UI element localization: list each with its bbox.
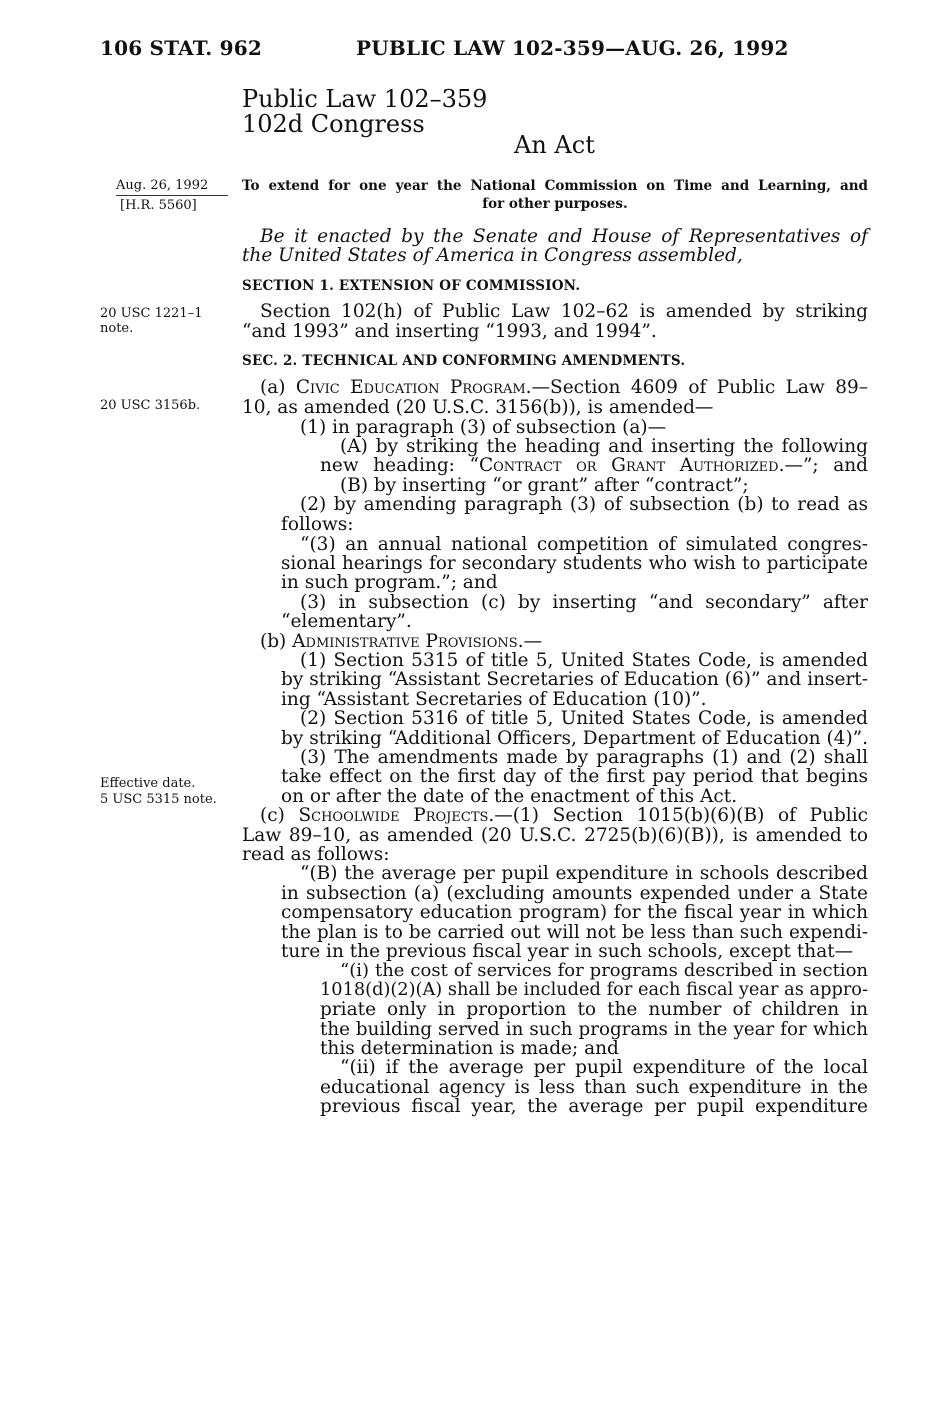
section-1-line: “and 1993” and inserting “1993, and 1994”.	[242, 321, 657, 342]
subsection-a-line	[260, 378, 868, 398]
margin-usc-1-note: note.	[100, 321, 134, 336]
text-line: on or after the date of the enactment of this Act.	[281, 786, 738, 807]
text-line: priate only in proportion to the number of children in	[320, 999, 868, 1020]
text-line: in such program.”; and	[281, 572, 498, 593]
text-line: take effect on the first day of the first pay period that begins	[281, 766, 868, 787]
section-1-heading: SECTION 1. EXTENSION OF COMMISSION.	[242, 278, 581, 294]
subsection-b-heading: Administrative Provisions	[292, 631, 518, 652]
text-line: (B) by inserting “or grant” after “contract”;	[340, 475, 749, 496]
margin-usc-3: 5 USC 5315 note.	[100, 792, 217, 807]
margin-usc-1: 20 USC 1221–1	[100, 306, 203, 321]
text-line: ing “Assistant Secretaries of Education (10)”.	[281, 689, 707, 710]
margin-effective-date: Effective date.	[100, 776, 196, 791]
act-title: An Act	[514, 131, 595, 159]
margin-bill: [H.R. 5560]	[120, 198, 197, 213]
text-line: “(B) the average per pupil expenditure in schools described	[300, 863, 868, 884]
new-heading-text: Contract or Grant Authorized	[478, 455, 779, 476]
text-line: (2) by amending paragraph (3) of subsection (b) to read as	[300, 494, 868, 515]
purpose-line-1: To extend for one year the National Commission on Time and Learning, and	[242, 178, 868, 194]
text-line: 10, as amended (20 U.S.C. 3156(b)), is amended—	[242, 397, 714, 418]
subsection-b-text: .—	[517, 631, 543, 652]
text-line: this determination is made; and	[320, 1038, 619, 1059]
text-line: “elementary”.	[281, 611, 412, 632]
subsection-c-line	[260, 806, 868, 826]
law-number: Public Law 102–359	[242, 85, 488, 113]
text-line: the plan is to be carried out will not be less than such expendi-	[281, 922, 868, 943]
subsection-c-heading: Schoolwide Projects	[298, 805, 489, 826]
subsection-c-prefix: (c)	[260, 805, 299, 826]
text-line: “(i) the cost of services for programs described in section	[340, 960, 868, 981]
subsection-c-text: .—(1) Section 1015(b)(6)(B) of Public	[488, 805, 868, 826]
subsection-b-line	[260, 632, 542, 652]
text-line: “(3) an annual national competition of simulated congres-	[300, 534, 868, 555]
purpose-line-2: for other purposes.	[482, 196, 628, 212]
margin-usc-2: 20 USC 3156b.	[100, 398, 201, 413]
text-line: compensatory education program) for the fiscal year in which	[281, 902, 868, 923]
text-line: “(ii) if the average per pupil expenditure of the local	[340, 1057, 868, 1078]
section-2-heading: SEC. 2. TECHNICAL AND CONFORMING AMENDMENTS.	[242, 353, 686, 369]
subsection-a-heading: Civic Education Program	[295, 377, 526, 398]
margin-date: Aug. 26, 1992	[116, 178, 228, 196]
section-1-line: Section 102(h) of Public Law 102–62 is amended by striking	[260, 301, 868, 322]
new-heading-suffix: .—”; and	[778, 455, 868, 476]
text-line: educational agency is less than such expenditure in the	[320, 1077, 868, 1098]
text-line: (A) by striking the heading and inserting the following	[340, 436, 868, 457]
text-line: the building served in such programs in the year for which	[320, 1019, 868, 1040]
text-line: follows:	[281, 514, 354, 535]
enacting-clause-1: Be it enacted by the Senate and House of Representatives of	[260, 226, 868, 247]
text-line: by striking “Additional Officers, Department of Education (4)”.	[281, 728, 868, 749]
text-line: by striking “Assistant Secretaries of Education (6)” and insert-	[281, 669, 868, 690]
text-line: Law 89–10, as amended (20 U.S.C. 2725(b)(6)(B)), is amended to	[242, 825, 868, 846]
text-line: (3) The amendments made by paragraphs (1) and (2) shall	[300, 747, 868, 768]
new-heading-line	[320, 456, 868, 476]
text-line: ture in the previous fiscal year in such schools, except that—	[281, 941, 854, 962]
text-line: sional hearings for secondary students who wish to participate	[281, 553, 868, 574]
new-heading-prefix: new heading: “	[320, 455, 479, 476]
text-line: read as follows:	[242, 844, 390, 865]
page-number: 106 STAT. 962	[100, 36, 262, 60]
text-line: (1) in paragraph (3) of subsection (a)—	[300, 417, 667, 438]
text-line: 1018(d)(2)(A) shall be included for each fiscal year as appro-	[320, 980, 868, 1000]
text-line: (3) in subsection (c) by inserting “and secondary” after	[300, 592, 868, 613]
text-line: (1) Section 5315 of title 5, United States Code, is amended	[300, 650, 868, 671]
subsection-b-prefix: (b)	[260, 631, 293, 652]
subsection-a-text: .—Section 4609 of Public Law 89–	[525, 377, 868, 398]
text-line: previous fiscal year, the average per pupil expenditure	[320, 1096, 868, 1117]
enacting-clause-2: the United States of America in Congress assembled,	[242, 245, 743, 266]
subsection-a-prefix: (a)	[260, 377, 296, 398]
congress: 102d Congress	[242, 110, 425, 138]
text-line: in subsection (a) (excluding amounts expended under a State	[281, 883, 868, 904]
running-header: PUBLIC LAW 102-359—AUG. 26, 1992	[356, 36, 789, 60]
text-line: (2) Section 5316 of title 5, United States Code, is amended	[300, 708, 868, 729]
